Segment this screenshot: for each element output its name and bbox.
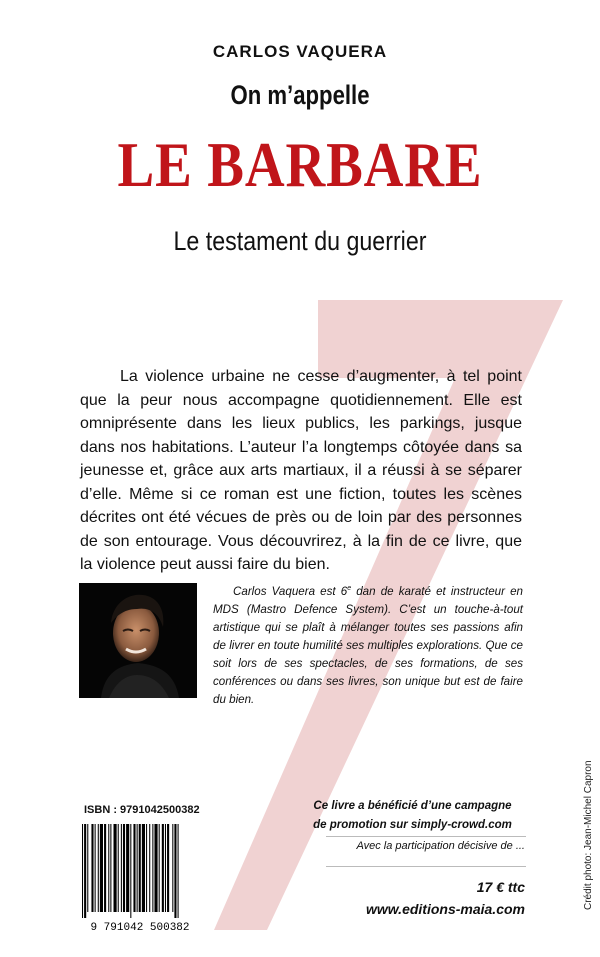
author-photo [79,583,197,698]
isbn-label: ISBN : 9791042500382 [84,804,200,816]
pre-title: On m’appelle [230,80,370,110]
price-label: 17 € ttc [476,879,525,895]
author-portrait-image [79,583,197,698]
crowdfunding-note: Ce livre a bénéficié d’une campagne de promotion sur simply-crowd.com [313,800,512,831]
barcode-digits: 9 791042 500382 [90,922,190,934]
author-name: CARLOS VAQUERA [212,42,388,61]
book-subtitle: Le testament du guerrier [173,226,427,256]
blurb-text: La violence urbaine ne cesse d’augmenter, à tel point que la peur nous accompagne quotidiennement. Elle est omniprésente dans les lieux publics, les parkings, jusque dans nos habitations. L’auteur l’a longtemps côtoyée dans sa jeunesse et, grâce aux arts martiaux, il a réussi à se séparer d’elle. Même si ce roman est une fiction, toutes les scènes décrites ont été vécues de près ou de loin par des personnes de son entourage. Vous découvrirez, à la fin de ce livre, que la violence peut aussi faire du bien. [80,368,522,573]
isbn-barcode [78,822,202,934]
separator-line [326,866,526,867]
separator-line [326,836,526,837]
book-title: LE BARBARE [117,129,483,200]
photo-credit: Crédit photo: Jean-Michel Capron [583,760,594,910]
author-bio: Carlos Vaquera est 6e dan de karaté et instructeur en MDS (Mastro Defence System). C’est un touche-à-tout artistique qui se plaît à mélanger toutes ses passions afin de livrer en toute humilité ses multiples explorations. Que ce soit lors de ses spectacles, de ses formations, de ses conférences ou dans ses livres, son unique but est de faire du bien. [213,584,524,706]
publisher-website[interactable]: www.editions-maia.com [366,901,525,917]
participation-note: Avec la participation décisive de ... [356,840,525,852]
